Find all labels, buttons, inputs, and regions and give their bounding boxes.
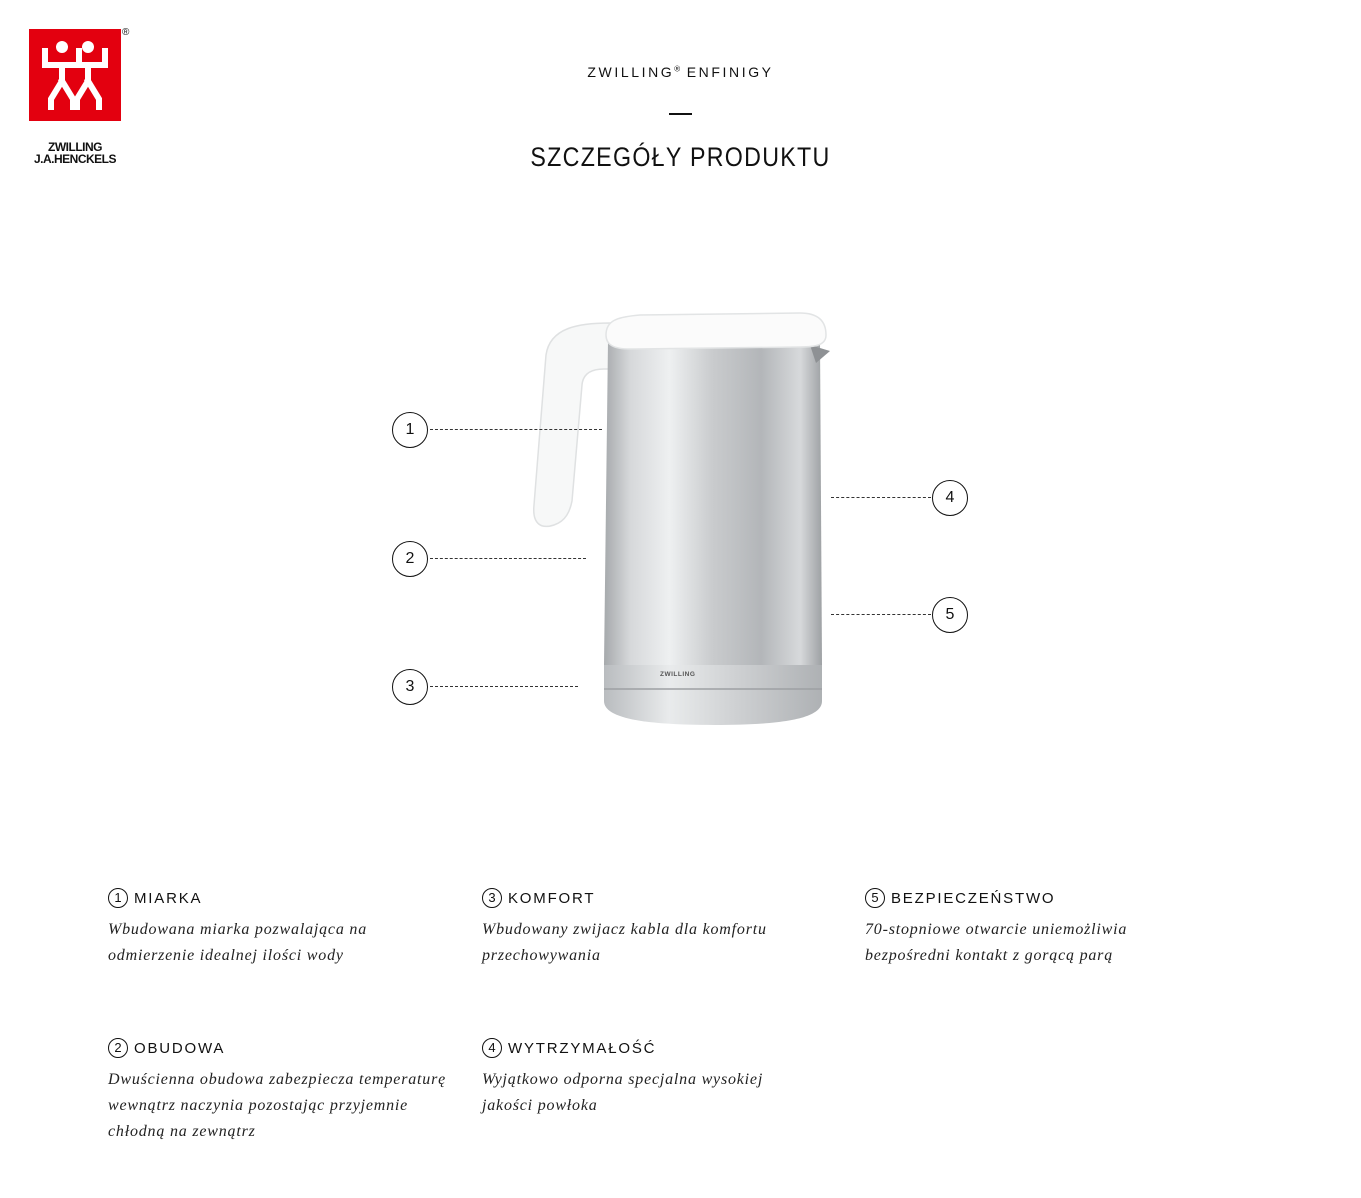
feature-number: 4 <box>482 1038 502 1058</box>
feature-komfort <box>482 887 842 969</box>
feature-heading <box>482 1037 842 1059</box>
feature-heading <box>482 887 842 909</box>
feature-bezpieczenstwo <box>865 887 1225 969</box>
feature-heading <box>865 887 1225 909</box>
callout-marker-5[interactable]: 5 <box>932 597 968 633</box>
feature-heading <box>108 1037 468 1059</box>
base-shape <box>604 665 822 725</box>
feature-wytrzymalosc <box>482 1037 842 1119</box>
feature-title: OBUDOWA <box>134 1039 226 1057</box>
callout-line-4 <box>831 497 931 498</box>
feature-number: 3 <box>482 888 502 908</box>
callout-line-3 <box>430 686 578 687</box>
feature-heading <box>108 887 468 909</box>
feature-title: BEZPIECZEŃSTWO <box>891 889 1056 907</box>
feature-title: WYTRZYMAŁOŚĆ <box>508 1039 657 1057</box>
callout-line-1 <box>430 429 602 430</box>
title-divider <box>669 113 692 115</box>
callout-line-2 <box>430 558 586 559</box>
feature-title: KOMFORT <box>508 889 596 907</box>
feature-miarka <box>108 887 468 969</box>
product-line-label <box>0 64 1361 80</box>
brand-name: ZWILLING <box>587 64 675 80</box>
feature-description: 70-stopniowe otwarcie uniemożliwia bezpośredni kontakt z gorącą parą <box>865 921 1128 964</box>
feature-number: 1 <box>108 888 128 908</box>
feature-title: MIARKA <box>134 889 203 907</box>
callout-marker-4[interactable]: 4 <box>932 480 968 516</box>
callout-marker-1[interactable]: 1 <box>392 412 428 448</box>
page-title: SZCZEGÓŁY PRODUKTU <box>530 142 831 172</box>
body-shape <box>604 341 822 665</box>
feature-description: Wbudowany zwijacz kabla dla komfortu przechowywania <box>482 921 767 964</box>
feature-obudowa <box>108 1037 468 1145</box>
callout-line-5 <box>831 614 931 615</box>
logo-line-1: ZWILLING <box>48 140 102 154</box>
feature-number: 5 <box>865 888 885 908</box>
callout-marker-2[interactable]: 2 <box>392 541 428 577</box>
feature-number: 2 <box>108 1038 128 1058</box>
handle-shape <box>534 323 612 526</box>
feature-description: Wbudowana miarka pozwalająca na odmierzenie idealnej ilości wody <box>108 921 368 964</box>
product-name: ENFINIGY <box>686 64 774 80</box>
lid-shape <box>606 313 826 349</box>
registered-mark: ® <box>122 27 130 38</box>
logo-line-2: J.A.HENCKELS <box>33 152 116 166</box>
brand-registered-mark: ® <box>674 64 681 74</box>
callout-marker-3[interactable]: 3 <box>392 669 428 705</box>
feature-description: Wyjątkowo odporna specjalna wysokiej jakości powłoka <box>482 1071 764 1114</box>
kettle-illustration <box>520 305 840 735</box>
feature-description: Dwuścienna obudowa zabezpiecza temperaturę wewnątrz naczynia pozostając przyjemnie chłodną na zewnątrz <box>108 1071 447 1140</box>
kettle-base-label: ZWILLING <box>660 671 696 678</box>
